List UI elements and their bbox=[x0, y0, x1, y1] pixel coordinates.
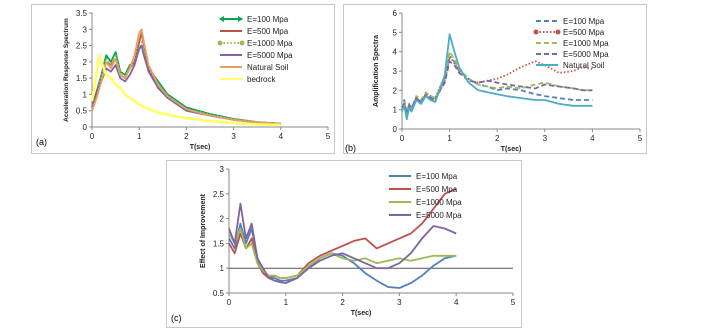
y-tick-label: 5 bbox=[392, 28, 397, 38]
y-tick-label: 1.5 bbox=[75, 74, 87, 84]
legend-label-3: E=5000 Mpa bbox=[563, 50, 609, 59]
x-tick-label: 4 bbox=[278, 132, 284, 141]
x-tick-label: 0 bbox=[226, 298, 232, 307]
x-tick-label: 3 bbox=[231, 132, 236, 141]
chart-panel-b bbox=[343, 4, 647, 154]
y-tick-label: 2.5 bbox=[212, 189, 224, 199]
panel-label-a: (a) bbox=[36, 137, 47, 147]
legend-marker-end bbox=[556, 30, 561, 35]
legend-label-3: E=5000 Mpa bbox=[416, 211, 462, 220]
legend-label-5: bedrock bbox=[247, 75, 276, 84]
y-tick-label: 3.5 bbox=[75, 9, 87, 18]
y-tick-label: 3 bbox=[219, 165, 224, 174]
legend-marker-start bbox=[218, 41, 223, 46]
legend-label-1: E=500 Mpa bbox=[416, 185, 458, 194]
x-axis-title: T(sec) bbox=[500, 146, 522, 153]
y-tick-label: 3 bbox=[392, 67, 397, 76]
y-tick-label: 0 bbox=[392, 125, 397, 134]
y-tick-label: 2 bbox=[219, 214, 224, 224]
legend-label-0: E=100 Mpa bbox=[416, 172, 458, 181]
legend-label-2: E=1000 Mpa bbox=[416, 198, 462, 207]
chart-panel-c bbox=[166, 160, 522, 328]
y-axis-title: Amplification Spectra bbox=[373, 35, 380, 107]
x-tick-label: 5 bbox=[325, 132, 331, 141]
legend-label-2: E=1000 Mpa bbox=[563, 39, 609, 48]
x-tick-label: 1 bbox=[136, 132, 142, 141]
y-tick-label: 0 bbox=[82, 123, 87, 132]
x-tick-label: 1 bbox=[283, 298, 289, 307]
y-axis-title: Effect of Improvement bbox=[200, 194, 207, 268]
legend-arrow-left bbox=[219, 16, 224, 22]
x-tick-label: 0 bbox=[89, 132, 95, 141]
panel-label-c: (c) bbox=[171, 313, 182, 323]
legend-label-4: Natural Soil bbox=[247, 63, 289, 72]
legend-label-1: E=500 Mpa bbox=[563, 28, 605, 37]
y-axis-title: Acceleration Response Spectrum bbox=[63, 18, 70, 122]
x-tick-label: 2 bbox=[340, 298, 345, 307]
x-tick-label: 5 bbox=[637, 134, 643, 143]
x-tick-label: 2 bbox=[494, 134, 500, 143]
legend-marker-end bbox=[240, 41, 245, 46]
y-tick-label: 2 bbox=[392, 86, 397, 96]
legend-marker-start bbox=[534, 30, 539, 35]
y-tick-label: 1.5 bbox=[212, 239, 224, 249]
y-tick-label: 1 bbox=[219, 264, 224, 274]
y-tick-label: 0.5 bbox=[212, 289, 224, 298]
chart-panel-a bbox=[31, 4, 335, 154]
y-tick-label: 0.5 bbox=[75, 106, 87, 116]
y-tick-label: 3 bbox=[82, 25, 87, 35]
x-tick-label: 3 bbox=[542, 134, 548, 143]
y-tick-label: 4 bbox=[392, 47, 397, 57]
x-tick-label: 4 bbox=[453, 298, 459, 307]
y-tick-label: 2 bbox=[82, 57, 87, 67]
x-axis-title: T(sec) bbox=[189, 144, 211, 151]
legend-arrow-right bbox=[238, 16, 243, 22]
y-tick-label: 1 bbox=[82, 90, 87, 100]
y-tick-label: 1 bbox=[392, 105, 397, 115]
x-tick-label: 3 bbox=[397, 298, 402, 307]
x-tick-label: 5 bbox=[510, 298, 516, 307]
panel-label-b: (b) bbox=[345, 143, 356, 153]
legend-label-3: E=5000 Mpa bbox=[247, 51, 293, 60]
x-axis-title: T(sec) bbox=[350, 310, 372, 317]
legend-label-0: E=100 Mpa bbox=[563, 17, 605, 26]
x-tick-label: 4 bbox=[590, 134, 595, 143]
series-line-0 bbox=[229, 224, 456, 288]
chart-b-svg bbox=[344, 5, 646, 153]
x-tick-label: 2 bbox=[184, 132, 189, 141]
legend-label-4: Natural Soil bbox=[563, 61, 605, 70]
chart-a-svg bbox=[32, 5, 334, 153]
y-tick-label: 6 bbox=[392, 9, 397, 18]
legend-label-2: E=1000 Mpa bbox=[247, 39, 293, 48]
y-tick-label: 2.5 bbox=[75, 41, 87, 51]
legend-label-1: E=500 Mpa bbox=[247, 27, 289, 36]
x-tick-label: 0 bbox=[399, 134, 405, 143]
x-tick-label: 1 bbox=[447, 134, 452, 143]
chart-c-svg bbox=[167, 161, 521, 327]
legend-label-0: E=100 Mpa bbox=[247, 15, 289, 24]
